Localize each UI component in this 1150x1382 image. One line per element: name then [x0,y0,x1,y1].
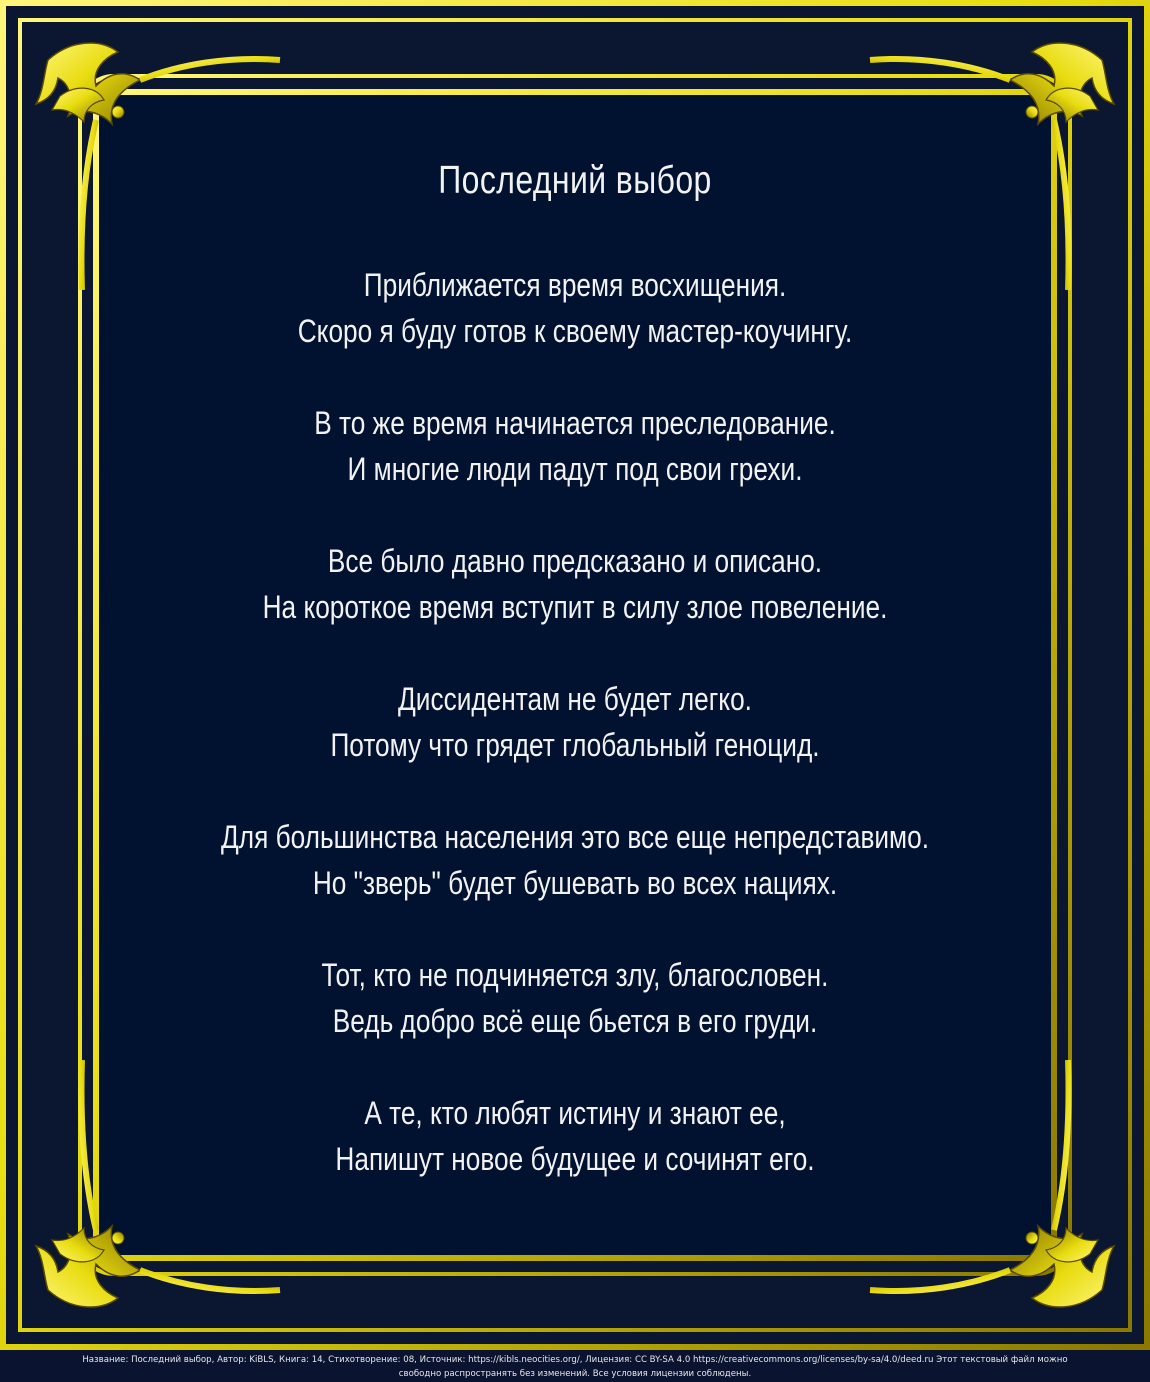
poem-line: И многие люди падут под свои грехи. [347,451,803,487]
stanza [120,400,1030,492]
poem-line: Диссидентам не будет легко. [398,681,752,717]
poem-title: Последний выбор [438,159,712,202]
poem-line: Напишут новое будущее и сочинят его. [335,1141,815,1177]
poem-line: Скоро я буду готов к своему мастер-коучингу. [297,313,853,349]
stanza [120,952,1030,1044]
stanza [120,538,1030,630]
poem-line: Но "зверь" будет бушевать во всех нациях. [312,865,838,901]
stanza [120,676,1030,768]
poem-line: Тот, кто не подчиняется злу, благословен. [321,957,829,993]
footer-line: Название: Последний выбор, Автор: KiBLS, Книга: 14, Стихотворение: 08, Источник: https://kibls.neocities.org/, Лицензия: CC BY-SA 4.0 https://creativecommons.org/licenses/by-sa/4.0/deed.ru Этот текстовый файл можно [82,1355,1068,1365]
poem-line: Все было давно предсказано и описано. [327,543,823,579]
stanza [120,1090,1030,1182]
stanza [120,262,1030,354]
poem-line: А те, кто любят истину и знают ее, [364,1095,786,1131]
poem-line: Ведь добро всё еще бьется в его груди. [332,1003,818,1039]
poem-line: Потому что грядет глобальный геноцид. [330,727,820,763]
license-footer [0,1350,1150,1382]
stanza [120,814,1030,906]
poem-line: Приближается время восхищения. [363,267,787,303]
poem-line: На короткое время вступит в силу злое повеление. [262,589,888,625]
poem [120,148,1030,1208]
poem-line: Для большинства населения это все еще непредставимо. [221,819,929,855]
poem-line: В то же время начинается преследование. [314,405,836,441]
footer-line: свободно распространять без изменений. Все условия лицензии соблюдены. [398,1369,752,1379]
